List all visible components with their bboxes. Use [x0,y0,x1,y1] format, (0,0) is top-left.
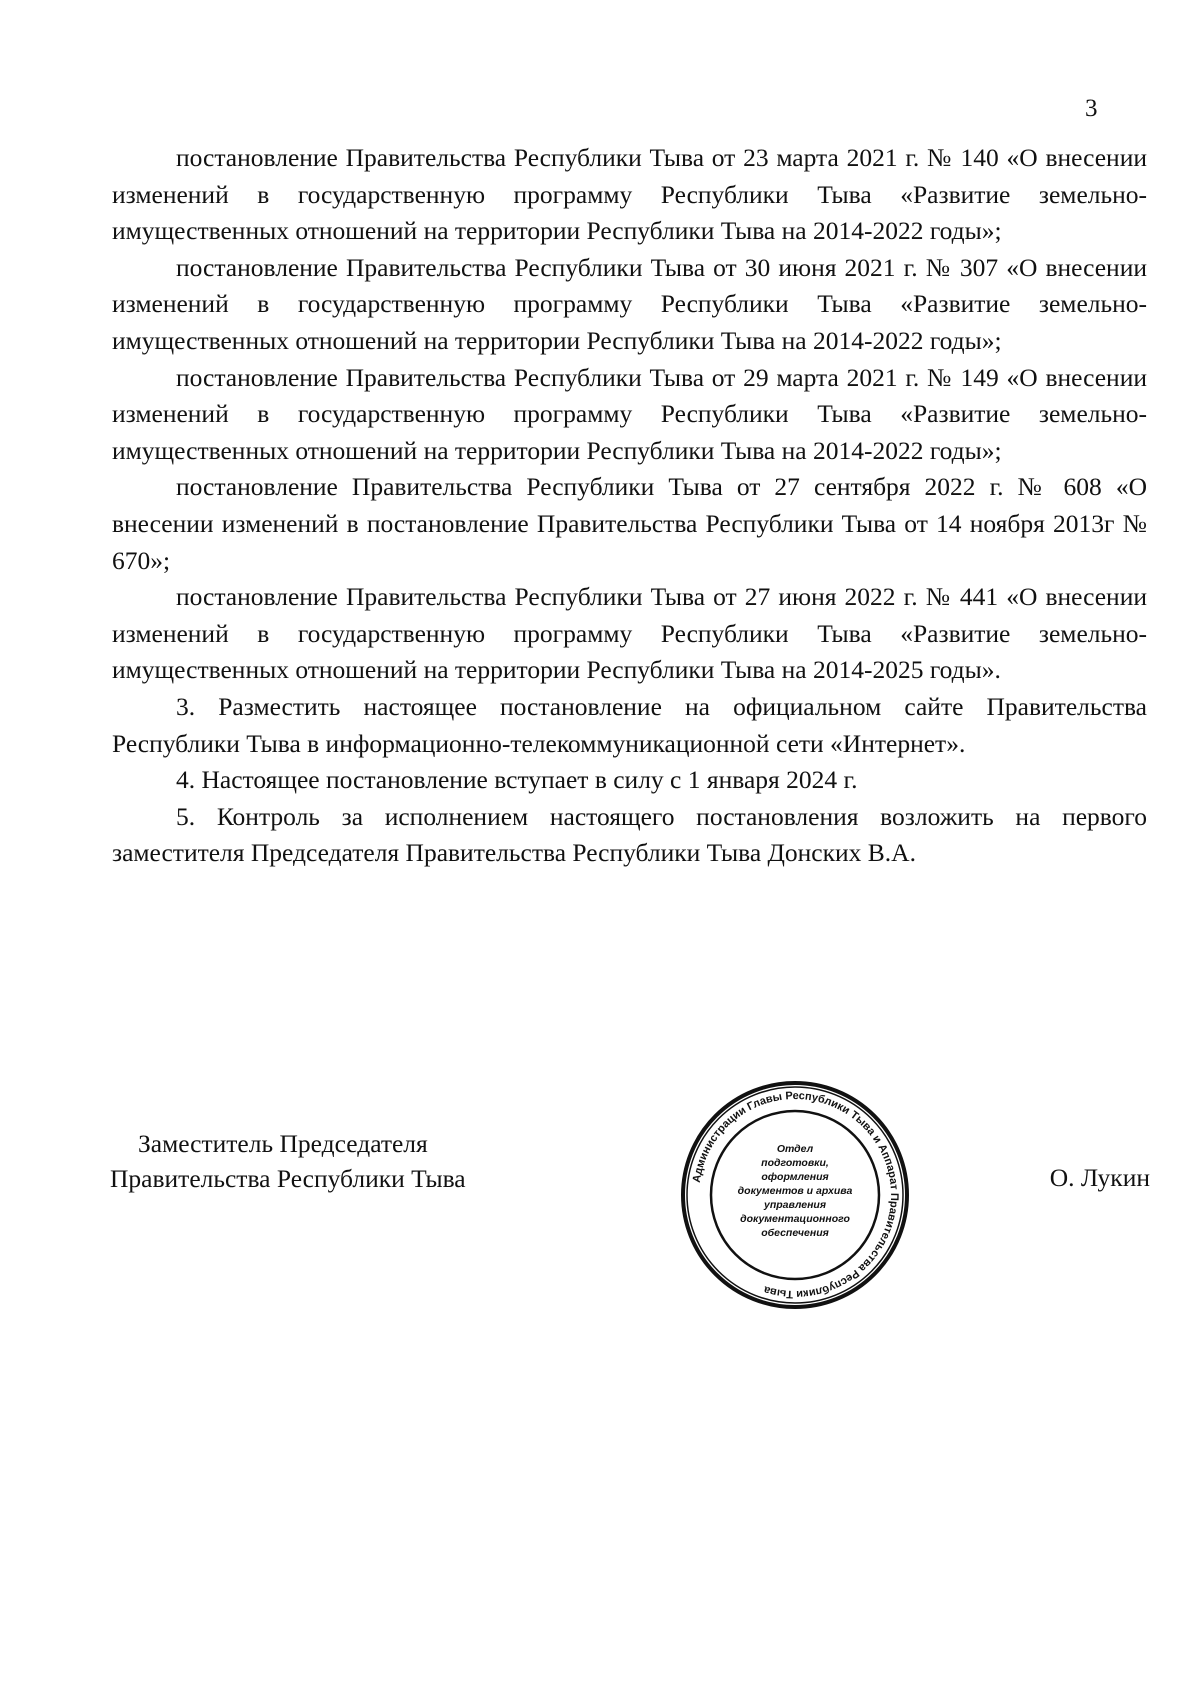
stamp-inner-line-6: документационного [740,1213,850,1225]
signature-block [110,1089,1150,1330]
stamp-inner-line-2: подготовки, [761,1157,829,1169]
paragraph-decree-149: постановление Правительства Республики Тыва от 29 марта 2021 г. № 149 «О внесении изменений в государственную программу Республики Тыва «Развитие земельно-имущественных отношений на территории Республики Тыва на 2014-2022 годы»; [112,362,1147,465]
signatory-position-line2: Правительства Республики Тыва [110,1164,466,1193]
paragraph-decree-307: постановление Правительства Республики Тыва от 30 июня 2021 г. № 307 «О внесении изменений в государственную программу Республики Тыва «Развитие земельно-имущественных отношений на территории Республики Тыва на 2014-2022 годы»; [112,252,1147,355]
stamp-inner-text-group [738,1143,853,1239]
document-body [112,140,1147,872]
paragraph-item-4: 4. Настоящее постановление вступает в силу с 1 января 2024 г. [176,765,858,795]
stamp-ring-textpath: Администрации Главы Республики Тыва и Аппарат Правительства Республики Тыва [690,1089,901,1301]
official-stamp-icon [670,1070,920,1320]
paragraph-item-5: 5. Контроль за исполнением настоящего постановления возложить на первого заместителя Председателя Правительства Республики Тыва Донских В.А. [112,801,1147,868]
signatory-position [110,1126,466,1196]
stamp-inner-line-5: управления [763,1199,827,1211]
signatory-position-line1: Заместитель Председателя [138,1129,428,1158]
paragraph-decree-140: постановление Правительства Республики Тыва от 23 марта 2021 г. № 140 «О внесении изменений в государственную программу Республики Тыва «Развитие земельно-имущественных отношений на территории Республики Тыва на 2014-2022 годы»; [112,143,1147,246]
signatory-name: О. Лукин [1049,1163,1150,1192]
paragraph-decree-441: постановление Правительства Республики Тыва от 27 июня 2022 г. № 441 «О внесении изменений в государственную программу Республики Тыва «Развитие земельно-имущественных отношений на территории Республики Тыва на 2014-2025 годы». [112,582,1147,685]
stamp-inner-line-1: Отдел [776,1143,814,1155]
stamp-inner-line-4: документов и архива [737,1185,853,1197]
paragraph-decree-608: постановление Правительства Республики Тыва от 27 сентября 2022 г. № 608 «О внесении изменений в постановление Правительства Республики Тыва от 14 ноября 2013г № 670»; [112,472,1147,575]
paragraph-item-3: 3. Разместить настоящее постановление на официальном сайте Правительства Республики Тыва в информационно-телекоммуникационной сети «Интернет». [112,691,1147,758]
page-number: 3 [1085,95,1098,122]
stamp-inner-line-7: обеспечения [761,1227,829,1239]
stamp-inner-line-3: оформления [761,1171,829,1183]
